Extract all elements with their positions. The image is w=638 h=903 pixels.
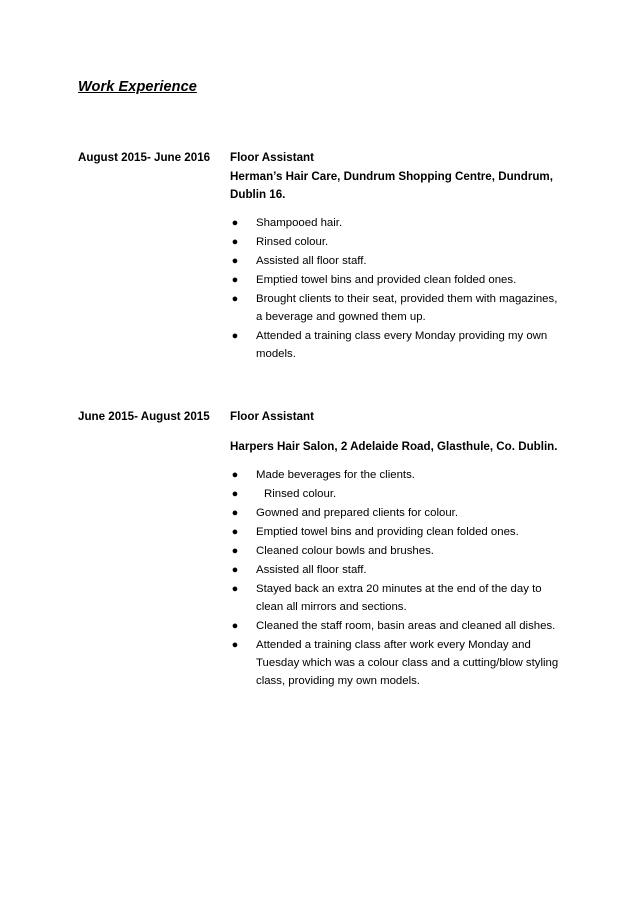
bullet-icon: ● [231,217,239,229]
bullet-icon: ● [231,507,239,519]
list-item [230,561,565,579]
duty-text: Rinsed colour. [256,236,329,248]
list-item [230,252,565,270]
bullet-icon: ● [231,545,239,557]
duty-text: Gowned and prepared clients for colour. [256,507,458,519]
duties-list [230,214,565,363]
bullet-icon: ● [231,293,239,305]
job-dates: June 2015- August 2015 [78,410,210,423]
section-title: Work Experience [78,79,197,95]
duty-text: Attended a training class after work every Monday and Tuesday which was a colour class and a cutting/blow styling class, providing my own models. [256,639,559,687]
bullet-icon: ● [231,620,239,632]
duty-text: Emptied towel bins and provided clean folded ones. [256,274,517,286]
bullet-icon: ● [231,583,239,595]
duties-list [230,466,565,690]
bullet-icon: ● [231,526,239,538]
list-item [230,504,565,522]
duty-text: Attended a training class every Monday providing my own models. [256,330,548,360]
bullet-icon: ● [231,330,239,342]
list-item [230,636,565,690]
list-item [230,327,565,363]
bullet-icon: ● [231,639,239,651]
duty-text: Cleaned the staff room, basin areas and cleaned all dishes. [256,620,556,632]
duty-text: Assisted all floor staff. [256,255,367,267]
bullet-icon: ● [231,255,239,267]
list-item [230,617,565,635]
list-item [230,233,565,251]
duty-text: Brought clients to their seat, provided them with magazines, a beverage and gowned them up. [256,293,558,323]
duty-text: Emptied towel bins and providing clean folded ones. [256,526,519,538]
list-item [230,466,565,484]
list-item [230,485,565,503]
bullet-icon: ● [231,274,239,286]
duty-text: Assisted all floor staff. [256,564,367,576]
job-detail [230,410,565,691]
duty-text: Stayed back an extra 20 minutes at the end of the day to clean all mirrors and sections. [256,583,542,613]
duty-text: Shampooed hair. [256,217,343,229]
bullet-icon: ● [231,469,239,481]
list-item [230,580,565,616]
list-item [230,523,565,541]
list-item [230,214,565,232]
duty-text: Made beverages for the clients. [256,469,415,481]
list-item [230,542,565,560]
job-detail [230,151,565,364]
duty-text: Rinsed colour. [264,488,337,500]
duty-text: Cleaned colour bowls and brushes. [256,545,434,557]
job-dates: August 2015- June 2016 [78,151,211,164]
job-role: Floor Assistant [230,410,314,423]
bullet-icon: ● [231,488,239,500]
list-item [230,290,565,326]
job-role: Floor Assistant [230,151,314,164]
job-employer: Herman’s Hair Care, Dundrum Shopping Centre, Dundrum, Dublin 16. [230,170,553,201]
list-item [230,271,565,289]
job-employer: Harpers Hair Salon, 2 Adelaide Road, Glasthule, Co. Dublin. [230,440,558,453]
bullet-icon: ● [231,564,239,576]
bullet-icon: ● [231,236,239,248]
